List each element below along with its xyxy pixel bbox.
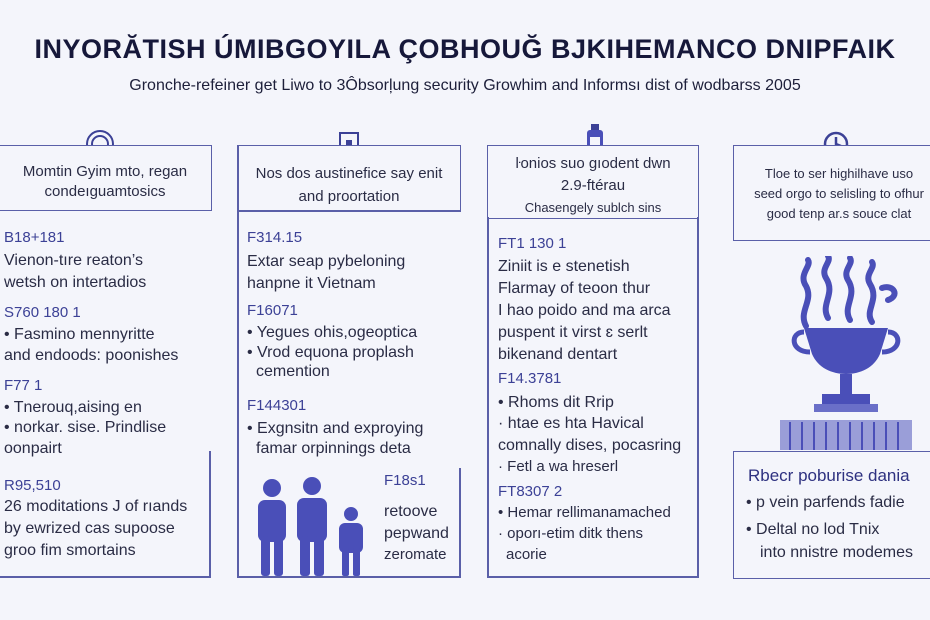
card-line: • p vein parfends fadie bbox=[746, 494, 905, 511]
frame-line bbox=[209, 451, 211, 577]
item-line: • norkar. sise. Prindlise bbox=[4, 419, 167, 436]
item-line: • Rhoms dit Rrip bbox=[498, 394, 614, 411]
page-title: INYORĂTISH ÚMIBGOYILA ÇOBHOUĞ BJKIHEMANCO DNIPFAIK bbox=[34, 34, 896, 64]
item-code: FT8307 2 bbox=[498, 483, 563, 500]
column-4-header-line: good tenp ar.s souce clat bbox=[766, 206, 912, 221]
item-line: Vienon-tıre reaton’s bbox=[4, 252, 144, 269]
item-line: hanpne it Vietnam bbox=[247, 275, 376, 292]
column-3-header-line: Chasengely sublch sins bbox=[524, 200, 662, 215]
item-line: wetsh on intertadios bbox=[4, 274, 147, 291]
item-line: · htae es hta Havical bbox=[498, 415, 644, 432]
card-title: Rbecr poburise dania bbox=[748, 466, 910, 485]
item-line: pepwand bbox=[384, 525, 449, 542]
item-line: groo fim smortains bbox=[4, 542, 136, 559]
item-line: • Fasmino mennyritte bbox=[4, 326, 155, 343]
column-3-header-box bbox=[487, 145, 699, 219]
item-line: oonpairt bbox=[4, 440, 62, 457]
trophy-icon bbox=[776, 256, 916, 452]
column-1-header-box bbox=[0, 145, 212, 211]
card-line: • Deltal no lod Tnix bbox=[746, 521, 880, 538]
column-3-header-line: ŀonios suo gıodent dwn bbox=[515, 155, 671, 172]
frame-line bbox=[697, 217, 699, 577]
item-line: and endoods: poonishes bbox=[4, 347, 179, 364]
item-line: by ewrized cas supoose bbox=[4, 520, 175, 537]
item-line: • Yegues ohis,ogeoptica bbox=[247, 324, 418, 341]
column-2-header-line: Nos dos austinefice say enit bbox=[255, 165, 443, 182]
card-line: into nnistre modemes bbox=[760, 544, 913, 561]
item-line: cemention bbox=[256, 363, 330, 380]
item-line: 26 moditations J of rıands bbox=[4, 498, 188, 515]
item-line: famar orpinnings deta bbox=[256, 440, 411, 457]
item-line: bikenand dentart bbox=[498, 346, 618, 363]
item-code: F16071 bbox=[247, 302, 298, 319]
item-line: I hao poido and ma arca bbox=[498, 302, 671, 319]
item-line: Ziniit is e stenetish bbox=[498, 258, 630, 275]
family-icon bbox=[252, 476, 372, 578]
item-code: B18+181 bbox=[4, 229, 65, 246]
item-line: • Exgnsitn and exproying bbox=[247, 420, 424, 437]
item-code: F77 1 bbox=[4, 377, 43, 394]
column-2-header-line: and proortation bbox=[298, 188, 400, 205]
item-line: acorie bbox=[506, 546, 547, 563]
column-1-header-line: condeıguamtosics bbox=[44, 183, 166, 200]
frame-line bbox=[459, 468, 461, 577]
item-line: · oporı-etim ditk thens bbox=[498, 525, 644, 542]
item-line: comnally dises, pocasring bbox=[498, 437, 682, 454]
column-1-header-line: Momtin Gyim mto, regan bbox=[22, 163, 188, 180]
frame-line bbox=[487, 217, 489, 577]
item-line: · Fetl a wa hreserl bbox=[498, 458, 619, 475]
item-code: S760 180 1 bbox=[4, 304, 81, 321]
item-line: • Vrod equona proplash bbox=[247, 344, 414, 361]
frame-line bbox=[487, 576, 699, 578]
item-code: FT1 130 1 bbox=[498, 235, 567, 252]
item-line: • Hemar rellimanamached bbox=[498, 504, 671, 521]
column-4-header-box bbox=[733, 145, 930, 241]
frame-line bbox=[237, 210, 461, 212]
page-subtitle: Gronche-refeiner get Liwo to 3Ôbsorļung security Growhim and Informsı dist of wodbarss 2005 bbox=[129, 77, 801, 94]
item-line: Extar seap pybeloning bbox=[247, 253, 406, 270]
column-4-header-line: seed orgo to selisling to ofhur bbox=[754, 186, 924, 201]
item-code: F314.15 bbox=[247, 229, 303, 246]
item-code: F144301 bbox=[247, 397, 307, 414]
column-4-header-line: Tloe to ser highilhave uso bbox=[764, 166, 914, 181]
column-2-header-box bbox=[237, 145, 461, 210]
frame-line bbox=[0, 576, 211, 578]
item-code: R95,510 bbox=[4, 477, 61, 494]
item-code: F14.3781 bbox=[498, 370, 562, 387]
item-line: Flarmay of teoon thur bbox=[498, 280, 651, 297]
item-line: puspent it virst ɛ serlt bbox=[498, 324, 648, 341]
item-line: zeromate bbox=[384, 546, 447, 563]
item-line: retoove bbox=[384, 503, 438, 520]
column-3-header-line: 2.9-ftérau bbox=[560, 177, 626, 194]
item-code: F18s1 bbox=[384, 472, 426, 489]
item-line: • Tnerouq,aising en bbox=[4, 399, 142, 416]
